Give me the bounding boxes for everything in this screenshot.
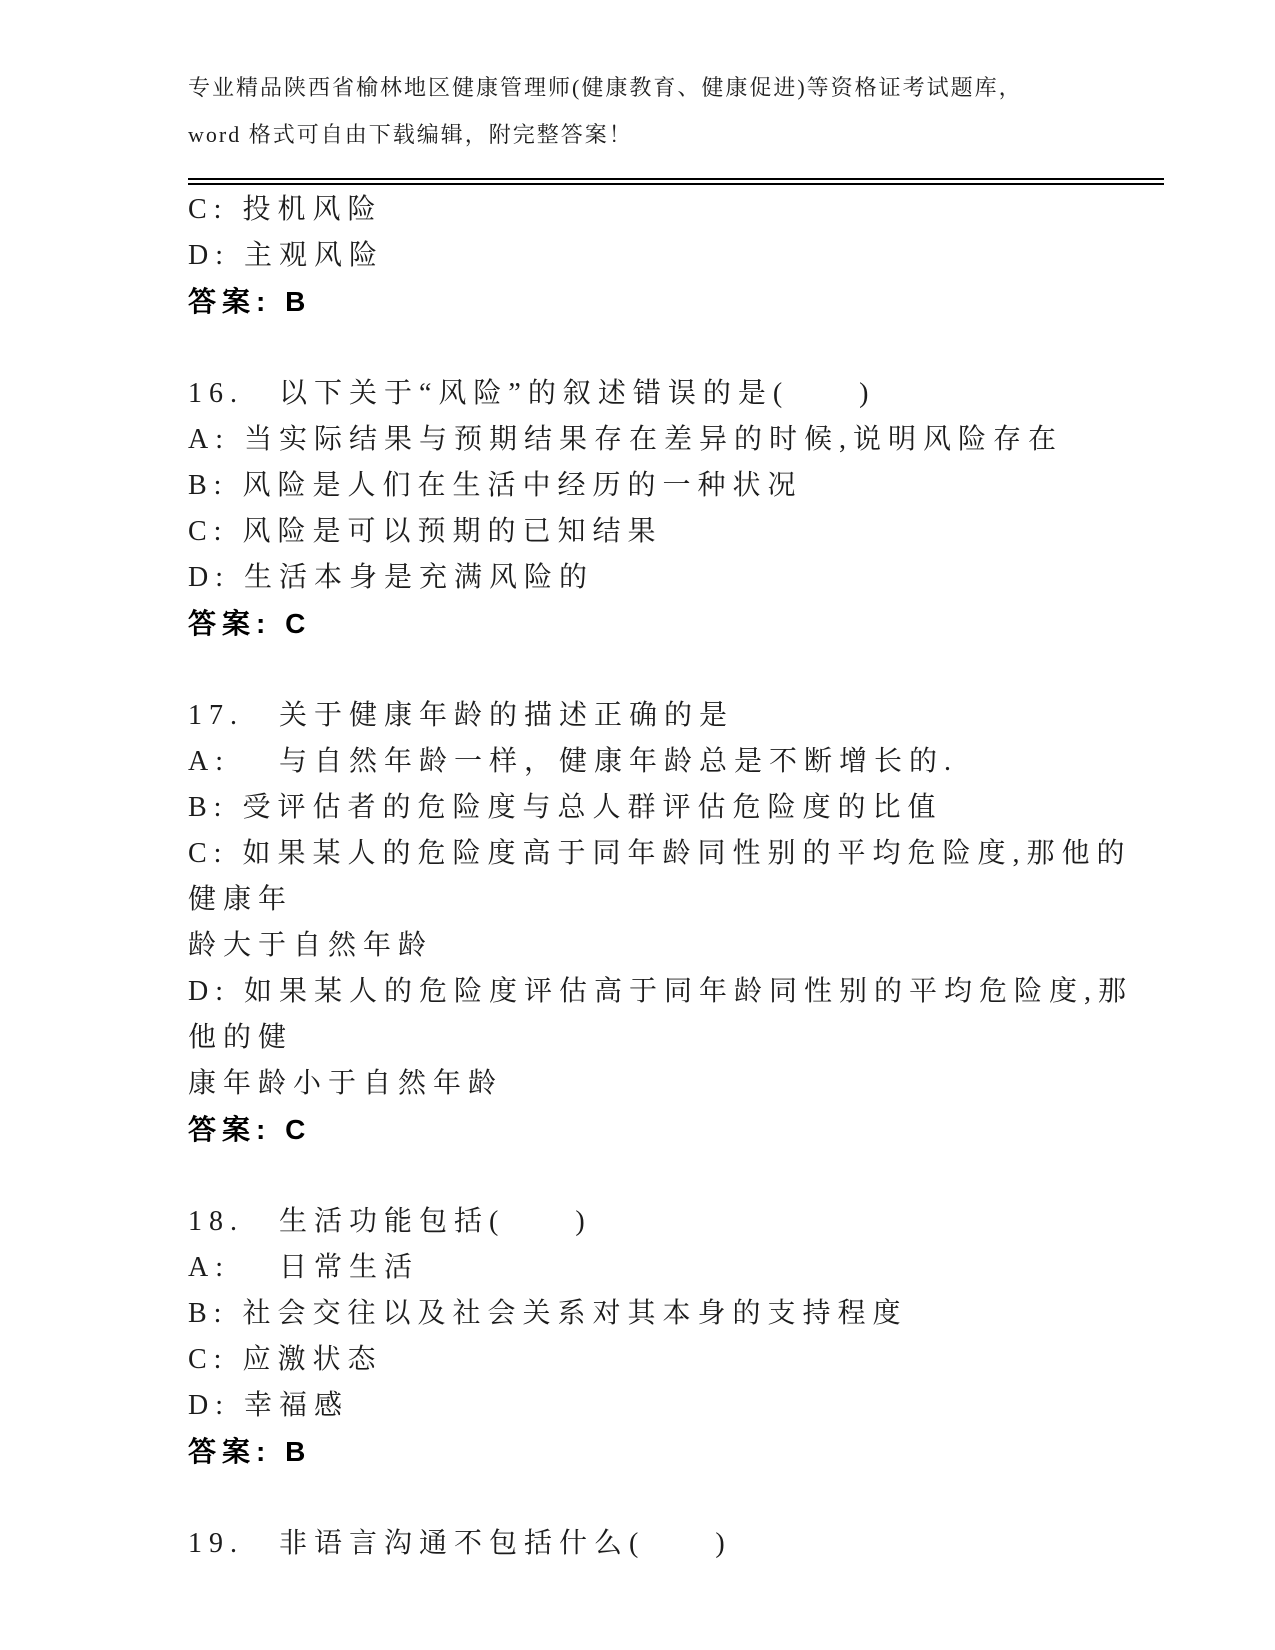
option-text: D: 主观风险 [188, 240, 385, 271]
answer-text: 答案: B [188, 1436, 312, 1467]
option-text: A: 日常生活 [188, 1252, 420, 1283]
option-continuation-text: 龄大于自然年龄 [188, 930, 434, 961]
option-text: A: 当实际结果与预期结果存在差异的时候,说明风险存在 [188, 424, 1064, 455]
question-block [188, 1199, 1164, 1475]
question-block [188, 371, 1164, 647]
question-block [188, 187, 1164, 325]
option-text: B: 受评估者的危险度与总人群评估危险度的比值 [188, 792, 943, 823]
question-text: 17. 关于健康年龄的描述正确的是 [188, 700, 735, 731]
document-body [188, 187, 1164, 1567]
question-text: 16. 以下关于“风险”的叙述错误的是( ) [188, 378, 876, 409]
option-text: C: 如果某人的危险度高于同年龄同性别的平均危险度,那他的健康年 [188, 838, 1132, 915]
option-text: C: 风险是可以预期的已知结果 [188, 516, 663, 547]
header-text-line: word 格式可自由下载编辑，附完整答案！ [188, 122, 633, 147]
question-text: 19. 非语言沟通不包括什么( ) [188, 1528, 732, 1559]
option-text: C: 投机风险 [188, 194, 383, 225]
option-text: B: 风险是人们在生活中经历的一种状况 [188, 470, 803, 501]
answer-text: 答案: C [188, 1114, 312, 1145]
question-block [188, 1521, 1164, 1567]
answer-text: 答案: C [188, 608, 312, 639]
option-text: B: 社会交往以及社会关系对其本身的支持程度 [188, 1298, 908, 1329]
header-text-line: 专业精品陕西省榆林地区健康管理师(健康教育、健康促进)等资格证考试题库， [188, 75, 1023, 100]
answer-text: 答案: B [188, 286, 312, 317]
question-block [188, 693, 1164, 1153]
option-text: D: 生活本身是充满风险的 [188, 562, 595, 593]
option-continuation-text: 康年龄小于自然年龄 [188, 1068, 504, 1099]
page-header [188, 64, 1164, 158]
option-text: C: 应激状态 [188, 1344, 383, 1375]
option-text: A: 与自然年龄一样，健康年龄总是不断增长的. [188, 746, 959, 777]
option-text: D: 如果某人的危险度评估高于同年龄同性别的平均危险度,那他的健 [188, 976, 1134, 1053]
option-text: D: 幸福感 [188, 1390, 350, 1421]
header-divider [188, 178, 1164, 185]
question-text: 18. 生活功能包括( ) [188, 1206, 592, 1237]
